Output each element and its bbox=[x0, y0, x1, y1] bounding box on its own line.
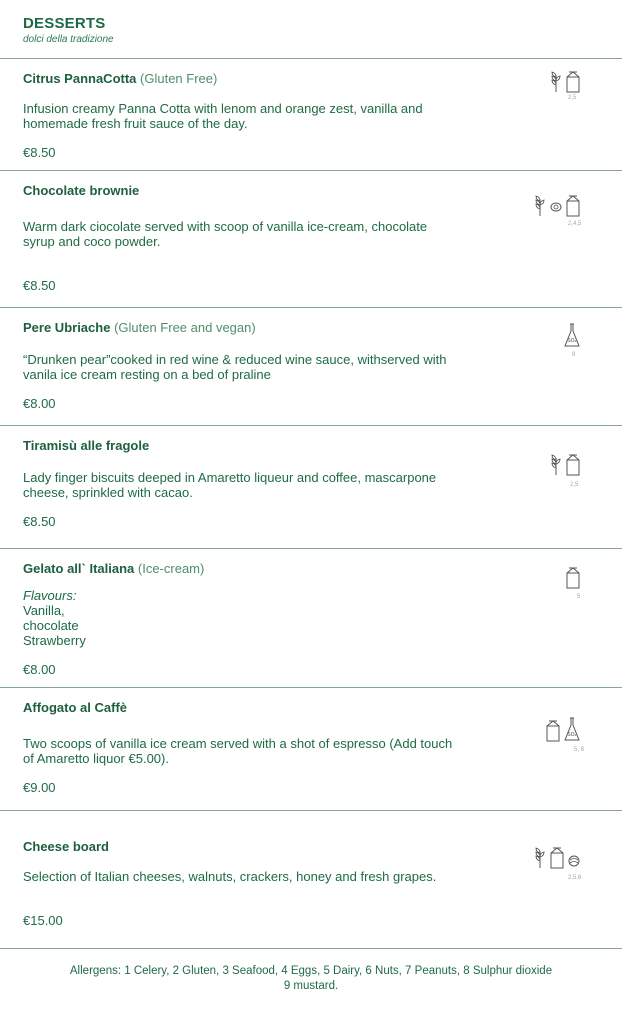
flask-icon bbox=[563, 716, 581, 742]
egg-icon bbox=[549, 193, 563, 217]
allergen-codes: 2,5 bbox=[570, 482, 579, 488]
allergen-codes: 2,5,6 bbox=[568, 875, 582, 881]
item-name: Affogato al Caffè bbox=[23, 700, 127, 715]
allergen-codes: 5 bbox=[577, 594, 581, 600]
item-name: Gelato all` Italiana (Ice-cream) bbox=[23, 561, 205, 576]
allergen-icons bbox=[549, 452, 581, 476]
allergen-legend-line: Allergens: 1 Celery, 2 Gluten, 3 Seafood, 4 Eggs, 5 Dairy, 6 Nuts, 7 Peanuts, 8 Sulphur dioxide bbox=[69, 965, 553, 977]
section-title: DESSERTS bbox=[23, 15, 106, 32]
allergen-icons bbox=[565, 565, 581, 589]
menu-item bbox=[0, 170, 622, 308]
flavour-item: Vanilla, bbox=[23, 603, 65, 618]
item-description: Lady finger biscuits deeped in Amaretto liqueur and coffee, mascarpone cheese, sprinkled with cacao. bbox=[23, 470, 437, 500]
item-price: €8.00 bbox=[23, 396, 56, 411]
milk-carton-icon bbox=[565, 452, 581, 476]
item-price: €9.00 bbox=[23, 780, 56, 795]
item-name: Citrus PannaCotta (Gluten Free) bbox=[23, 71, 218, 86]
milk-carton-icon bbox=[565, 193, 581, 217]
allergen-icons bbox=[533, 845, 581, 869]
milk-carton-icon bbox=[565, 565, 581, 589]
allergen-codes: 5, 8 bbox=[574, 747, 585, 753]
menu-header bbox=[23, 15, 114, 45]
item-name: Cheese board bbox=[23, 839, 109, 854]
section-subtitle: dolci della tradizione bbox=[23, 34, 114, 45]
item-description: Two scoops of vanilla ice cream served with a shot of espresso (Add touch of Amaretto liquor €5.00). bbox=[23, 736, 453, 766]
flavours-label: Flavours: bbox=[23, 588, 77, 603]
item-description bbox=[23, 588, 453, 648]
wheat-icon bbox=[549, 69, 563, 93]
item-price: €8.50 bbox=[23, 278, 56, 293]
menu-item bbox=[0, 687, 622, 811]
milk-carton-icon bbox=[565, 69, 581, 93]
item-description: Selection of Italian cheeses, walnuts, crackers, honey and fresh grapes. bbox=[23, 869, 437, 884]
menu-item bbox=[0, 810, 622, 949]
nut-icon bbox=[567, 845, 581, 869]
wheat-icon bbox=[549, 452, 563, 476]
flavour-item: Strawberry bbox=[23, 633, 86, 648]
item-description: Infusion creamy Panna Cotta with lenom and orange zest, vanilla and homemade fresh fruit sauce of the day. bbox=[23, 101, 423, 131]
allergen-codes: 8 bbox=[572, 352, 576, 358]
item-description: “Drunken pear”cooked in red wine & reduced wine sauce, withserved with vanila ice cream resting on a bed of praline bbox=[23, 352, 447, 382]
allergen-legend bbox=[0, 948, 622, 994]
item-price: €8.00 bbox=[23, 662, 56, 677]
svg-text:SO₂: SO₂ bbox=[567, 732, 577, 738]
menu-item bbox=[0, 58, 622, 171]
item-price: €8.50 bbox=[23, 514, 56, 529]
allergen-icons bbox=[533, 193, 581, 217]
menu-item bbox=[0, 425, 622, 549]
menu-item bbox=[0, 307, 622, 426]
svg-text:SO₂: SO₂ bbox=[567, 338, 577, 344]
allergen-codes: 2,5 bbox=[568, 95, 577, 101]
wheat-icon bbox=[533, 193, 547, 217]
item-name: Pere Ubriache (Gluten Free and vegan) bbox=[23, 320, 256, 335]
allergen-icons bbox=[563, 322, 581, 348]
flask-icon bbox=[563, 322, 581, 348]
flavour-item: chocolate bbox=[23, 618, 79, 633]
milk-carton-icon bbox=[549, 845, 565, 869]
item-name: Tiramisù alle fragole bbox=[23, 438, 150, 453]
allergen-codes: 2,4,5 bbox=[568, 221, 582, 227]
menu-item bbox=[0, 548, 622, 688]
item-description: Warm dark ciocolate served with scoop of vanilla ice-cream, chocolate syrup and coco powder. bbox=[23, 219, 428, 249]
allergen-icons bbox=[549, 69, 581, 93]
item-price: €15.00 bbox=[23, 913, 63, 928]
allergen-icons bbox=[545, 716, 581, 742]
milk-carton-icon bbox=[545, 718, 561, 742]
allergen-legend-line: 9 mustard. bbox=[283, 980, 339, 992]
item-name: Chocolate brownie bbox=[23, 183, 140, 198]
item-price: €8.50 bbox=[23, 145, 56, 160]
wheat-icon bbox=[533, 845, 547, 869]
